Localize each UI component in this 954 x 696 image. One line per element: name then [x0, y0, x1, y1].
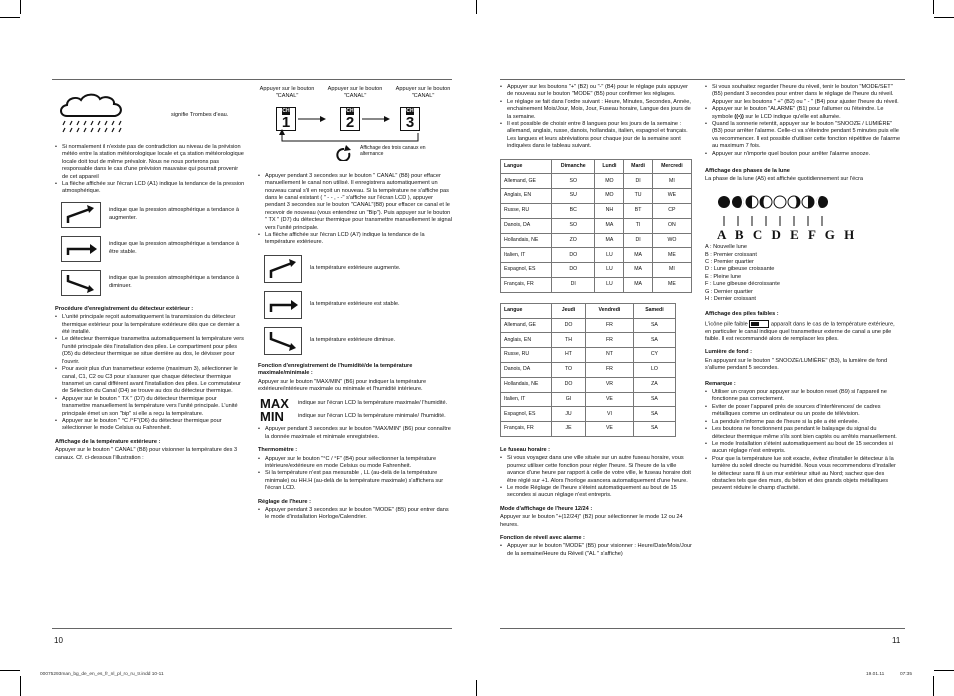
alarm-text-pre: Appuyer sur le bouton "ALARME" (B1) pour l'allumer ou l'éteindre. Le symbole	[712, 106, 884, 120]
table-cell: MA	[624, 278, 652, 293]
alarm-symbol-icon: ((•))	[734, 113, 744, 120]
table-cell: GI	[552, 392, 586, 407]
crop-mark	[934, 17, 954, 18]
arrow-right-icon	[265, 292, 301, 318]
table-cell: JU	[552, 407, 586, 422]
table-cell: Espagnol, ES	[501, 407, 552, 422]
heading-reglage: Réglage de l'heure :	[258, 498, 311, 505]
table-cell: DI	[624, 233, 652, 248]
table-cell: BC	[552, 204, 595, 219]
table-cell: Danois, DA	[501, 363, 552, 378]
remarque-bullet: • Pour que la température lue soit exacte, évitez d'installer le détecteur à la lumière du soleil directe ou humidité. Nous vous recommendons d'installer le détecteur sans fil à un mur extérieur situé au Nord; sachez que des obstacles tels que des murs, du béton et des grands objets métalliques peuvent réduire le champ d'activité.	[705, 456, 901, 493]
table-cell: Hollandais, NE	[501, 233, 552, 248]
arrow-down-icon	[265, 328, 301, 354]
crop-mark	[0, 17, 20, 18]
max-text: indique sur l'écran LCD la température maximale/ l'humidité.	[298, 399, 448, 406]
header-rule-left	[52, 79, 452, 80]
right-bullet-1: • Appuyer sur les boutons "+" (B2) ou "-" (B4) pour le réglage puis appuyer de nouveau sur le bouton "MODE" (B5) pour confirmer les réglages.	[500, 84, 692, 99]
heading-fond: Lumière de fond :	[705, 349, 752, 356]
table-cell: CY	[633, 348, 675, 363]
alarm-text-post: sur le LCD indique qu'elle est allumée.	[745, 113, 841, 120]
right-column-a	[500, 84, 692, 561]
table-cell: Italien, IT	[501, 392, 552, 407]
table-cell: MA	[595, 233, 624, 248]
table-cell: WO	[652, 233, 691, 248]
heading-reveil: Fonction de réveil avec alarme :	[500, 535, 585, 542]
reveil-bullet-1: • Appuyer sur le bouton "MODE" (B5) pour visionner : Heure/Date/Mois/Jour de la semaine/Heure du Réveil ("AL " s'affiche)	[500, 543, 692, 558]
para-pressure-arrow: • La flèche affichée sur l'écran LCD (A1) indique la tendance de la pression atmosphérique.	[55, 181, 245, 196]
ch-label-1: CH	[282, 107, 290, 114]
temp-down-box	[264, 327, 302, 355]
arrow-down-icon	[62, 271, 100, 295]
table-cell: SA	[633, 318, 675, 333]
temp-stable-box	[264, 291, 302, 319]
mid-bullet-3: • Appuyer pendant 3 secondes sur le bouton "MAX/MIN" (B6) pour connaître la donnée maximale et minimale enregistrées.	[258, 426, 452, 441]
proc-bullet-4: • Appuyer sur le bouton " TX " (D7) du détecteur thermique pour transmettre manuellement la température vers l'unité principale. L'unité principale émet un son "bip" si elle a reçu la température.	[55, 396, 245, 418]
table-header-cell: Langue	[501, 303, 552, 318]
list-item: E : Pleine lune	[705, 273, 742, 280]
table-cell: MI	[652, 174, 691, 189]
table-cell: VI	[586, 407, 634, 422]
mode-text: Appuyer sur le bouton "+(12/24)" (B2) pour sélectionner le mode 12 ou 24 heures.	[500, 514, 683, 528]
crop-mark	[0, 670, 20, 671]
table-cell: SA	[633, 407, 675, 422]
crop-mark	[20, 676, 21, 696]
table-cell: Allemand, GE	[501, 174, 552, 189]
table-cell: ZA	[633, 377, 675, 392]
arrow-down-text: indique que la pression atmosphérique a tendance à diminuer.	[109, 275, 239, 289]
list-item: B : Premier croissant	[705, 251, 757, 258]
table-cell: ME	[652, 248, 691, 263]
ch-icon-2	[340, 107, 360, 131]
heading-lune: Affichage des phases de la lune	[705, 168, 790, 175]
table-cell: LO	[633, 363, 675, 378]
heading-remarque: Remarque :	[705, 380, 736, 387]
max-icon: MAX	[260, 395, 289, 411]
table-cell: WE	[652, 189, 691, 204]
table-cell: LU	[595, 248, 624, 263]
proc-bullet-5: • Appuyer sur le bouton " °C /°F"(D6) du détecteur thermique pour sélectionner le mode Celsius ou Fahrenheit.	[55, 418, 245, 433]
remarque-bullet: • Le mode Installation s'éteint automatiquement au bout de 15 secondes si aucun réglage n'est entrepris.	[705, 441, 901, 456]
table-cell: Anglais, EN	[501, 189, 552, 204]
table-cell: SA	[633, 422, 675, 437]
table-header-cell: Samedi	[633, 303, 675, 318]
para-forecast: • Si normalement il n'existe pas de contradiction au niveau de la prévision météo entre la station météorologique locale et ça station météorologique locale doit tout de même prévaloir. Nous ne nous porterons pas responsable dans le cas d'une prévision mauvaise qui pourrait provenir de cet appareil	[55, 144, 245, 181]
table-cell: TO	[552, 363, 586, 378]
table-cell: HT	[552, 348, 586, 363]
table-row	[501, 407, 676, 422]
footer-time: 07:35	[900, 672, 913, 677]
heading-mode: Mode d'affichage de l'heure 12/24 :	[500, 505, 593, 512]
proc-bullet-3: • Pour avoir plus d'un transmetteur externe (maximum 3), sélectionner le canal, C1, C2 ou C3 pour s'assurer que chaque détecteur thermique transmet un canal différent avant l'installation des piles. Le commutateur de Sélection du Canal (D4) se trouve au dos du détecteur thermique.	[55, 366, 245, 396]
right-column-b	[705, 84, 901, 496]
piles-text-post: apparaît dans le cas de la température extérieure, en particulier le canal indique quel transmetteur externe de canal a une pile faible. Il est recommandé alors de remplacer les piles.	[705, 321, 895, 343]
heading-procedure: Procédure d'enregistrement du détecteur extérieur :	[55, 305, 194, 312]
heading-piles: Affichage des piles faibles :	[705, 311, 779, 318]
table-cell: DI	[552, 278, 595, 293]
table-row	[501, 318, 676, 333]
table-row	[501, 248, 692, 263]
table-header-cell: Langue	[501, 159, 552, 174]
table-cell: TH	[552, 333, 586, 348]
table-row	[501, 233, 692, 248]
list-item: D : Lune gibeuse croissante	[705, 266, 775, 273]
temp-up-box	[264, 255, 302, 283]
table-row	[501, 377, 676, 392]
alarm-bullet-2	[705, 106, 901, 121]
table-cell: VE	[586, 422, 634, 437]
ch-label-3: CH	[406, 107, 414, 114]
fuseau-bullet-1: • Si vous voyagez dans une ville située sur un autre fuseau horaire, vous pourrez utiliser cette fonction pour régler l'heure. Si l'heure de la ville avance d'une heure par rapport à celle de votre ville, le fuseau horaire doit être réglé sur +1. Alors l'horloge avancera automatiquement d'une heure.	[500, 455, 692, 485]
footer-file-name: 00075293man_bg_de_en_es_fr_nl_pl_ro_ru_tr.indd 10-11	[40, 672, 164, 677]
table-cell: NH	[595, 204, 624, 219]
table-cell: BT	[624, 204, 652, 219]
table-cell: MI	[652, 263, 691, 278]
table-cell: SO	[552, 174, 595, 189]
heading-maxmin: Fonction d'enregistrement de l'humidité/de la température maximale/minimale :	[258, 362, 413, 377]
ch-icon-3	[400, 107, 420, 131]
crop-mark	[934, 670, 954, 671]
table-cell: Danois, DA	[501, 218, 552, 233]
table-cell: SA	[633, 392, 675, 407]
middle-column	[258, 86, 452, 525]
page-number-right: 11	[892, 636, 901, 645]
ch-number-3: 3	[405, 114, 415, 132]
min-icon: MIN	[260, 408, 284, 424]
list-item: C : Premier quartier	[705, 258, 754, 265]
table-header-cell: Mercredi	[652, 159, 691, 174]
table-cell: DO	[552, 263, 595, 278]
left-column	[55, 90, 245, 465]
table-cell: DI	[624, 174, 652, 189]
table-cell: FR	[586, 333, 634, 348]
proc-bullet-2: • Le détecteur thermique transmettra automatiquement la température vers l'unité principale dès l'installation des piles. Le compartiment pour piles (D5) du détecteur thermique se situe derrière au dos, le dévisser pour l'ouvrir.	[55, 336, 245, 366]
ch-icon-1	[276, 107, 296, 131]
table-row	[501, 174, 692, 189]
remarque-bullet: • La pendule n'informe pas de l'heure si la pile a été enlevée.	[705, 419, 901, 426]
table-cell: Espagnol, ES	[501, 263, 552, 278]
table-row	[501, 333, 676, 348]
crop-mark	[933, 0, 934, 14]
table-cell: Hollandais, NE	[501, 377, 552, 392]
header-rule-right	[500, 79, 905, 80]
remarque-bullet: • Les boutons ne fonctionnent pas pendant le balayage du signal du détecteur thermique même s'ils sont bien captés ou arrêtés manuellement.	[705, 426, 901, 441]
table-cell: Allemand, GE	[501, 318, 552, 333]
affichage-text: Appuyer sur le bouton " CANAL" (B8) pour visionner la température des 3 canaux. Cf. ci-dessous l'illustration :	[55, 447, 238, 461]
cloud-caption: signifie Trombes d'eau.	[171, 112, 229, 118]
table-cell: VE	[586, 392, 634, 407]
remarque-bullet: • Eviter de poser l'appareil près de sources d'interférences/ de cadres métalliques comme un ordinateur ou un poste de télévision.	[705, 404, 901, 419]
list-item: H : Dernier croissant	[705, 295, 756, 302]
footer-rule-left	[52, 628, 452, 629]
table-cell: Italien, IT	[501, 248, 552, 263]
table-cell: Russe, RU	[501, 204, 552, 219]
arrow-down-box	[61, 270, 101, 296]
list-item: A : Nouvelle lune	[705, 244, 747, 251]
table-row	[501, 422, 676, 437]
ch-caption-2: Appuyer sur le bouton "CANAL"	[327, 86, 383, 100]
table-cell: Russe, RU	[501, 348, 552, 363]
table-cell: JE	[552, 422, 586, 437]
table-cell: MA	[624, 263, 652, 278]
mid-bullet-2: • La flèche affichée sur l'écran LCD (A7) indique la tendance de la température extérieure.	[258, 232, 452, 247]
remarque-bullet: • Utiliser un crayon pour appuyer sur le bouton reset (B9) si l'appareil ne fonctionne pas correctement.	[705, 389, 901, 404]
table-row	[501, 278, 692, 293]
ch-caption-1: Appuyer sur le bouton "CANAL"	[259, 86, 315, 100]
table-cell: TI	[624, 218, 652, 233]
arrow-up-text: indique que la pression atmosphérique a tendance à augmenter.	[109, 207, 239, 221]
footer-date: 19.01.11	[866, 672, 885, 677]
piles-text	[705, 320, 901, 344]
crop-mark	[476, 680, 477, 696]
alternance-caption: Affichage des trois canaux en alternance	[360, 144, 426, 158]
table-header-cell: Dimanche	[552, 159, 595, 174]
table-cell: DO	[552, 377, 586, 392]
table-cell: DO	[552, 318, 586, 333]
table-header-cell: Vendredi	[586, 303, 634, 318]
alarm-bullet-3: • Quand la sonnerie retentit, appuyer sur le bouton "SNOOZE / LUMIÈRE" (B3) pour arrêter l'alarme. Celle-ci va s'éteindre pendant 5 minutes puis elle va recommencer. Il est possible d'utiliser cette fonction répétitive de l'alarme au maximum 7 fois.	[705, 121, 901, 151]
crop-mark	[476, 0, 477, 14]
table-row	[501, 348, 676, 363]
arrow-stable-box	[61, 236, 101, 262]
moon-phase-diagram	[717, 192, 901, 242]
crop-mark	[933, 676, 934, 696]
storm-cloud-icon	[55, 90, 129, 136]
heading-thermometre: Thermomètre :	[258, 447, 298, 454]
alarm-bullet-4: • Appuyer sur n'importe quel bouton pour arrêter l'alarme snooze.	[705, 151, 901, 158]
fuseau-bullet-2: • Le mode Réglage de l'heure s'éteint automatiquement au bout de 15 secondes si aucun réglage n'est entrepris.	[500, 485, 692, 500]
table-cell: SO	[552, 218, 595, 233]
table-cell: ZO	[552, 233, 595, 248]
table-header-cell: Lundi	[595, 159, 624, 174]
temp-stable-text: la température extérieure est stable.	[310, 301, 400, 308]
list-item: F : Lune gibeuse décroissante	[705, 281, 780, 288]
table-cell: ME	[652, 278, 691, 293]
moon-phases-icon	[717, 192, 837, 212]
right-bullet-3: • Il est possible de choisir entre 8 langues pour les jours de la semaine : allemand, anglais, russe, danois, hollandais, italien, espagnol et français. Les langues et leurs abréviations pour chaque jour de la semaine sont indiquées dans le tableau suivant.	[500, 121, 692, 151]
arrow-up-box	[61, 202, 101, 228]
list-item: G : Dernier quartier	[705, 288, 753, 295]
thermo-bullet-1: • Appuyer sur le bouton "°C / °F" (B4) pour sélectionner la température intérieure/extérieure en mode Celsius ou mode Fahrenheit.	[258, 456, 452, 471]
table-header-row	[501, 159, 692, 174]
heading-fuseau: Le fuseau horaire :	[500, 447, 551, 453]
table-cell: Français, FR	[501, 422, 552, 437]
table-header-cell: Jeudi	[552, 303, 586, 318]
ch-caption-3: Appuyer sur le bouton "CANAL"	[395, 86, 451, 100]
table-row	[501, 189, 692, 204]
ch-number-1: 1	[281, 114, 291, 132]
table-cell: CP	[652, 204, 691, 219]
thermo-bullet-2: • Si la température n'est pas mesurable , LL (au-delà de la température minimale) ou HH.H (au-delà de la température maximale) s'affichera sur l'écran LCD.	[258, 470, 452, 492]
table-cell: SA	[633, 333, 675, 348]
arrow-up-icon	[62, 203, 100, 227]
low-battery-icon	[749, 320, 769, 328]
table-row	[501, 263, 692, 278]
lune-text: La phase de la lune (A5) est affichée quotidiennement sur l'écra	[705, 176, 864, 183]
footer-rule-right	[500, 628, 905, 629]
table-row	[501, 218, 692, 233]
table-row	[501, 392, 676, 407]
table-header-cell: Mardi	[624, 159, 652, 174]
maxmin-text: Appuyer sur le bouton "MAX/MIN" (B6) pour indiquer la température extérieure/intérieure maximale ou minimale et l'humidité intérieure.	[258, 378, 427, 393]
proc-bullet-1: • L'unité principale reçoit automatiquement la transmission du détecteur thermique extérieur pour la température extérieure dès que ce dernier a été installé.	[55, 314, 245, 336]
temp-up-text: la température extérieure augmente.	[310, 265, 401, 272]
arrow-right-icon	[62, 237, 100, 261]
table-cell: MA	[595, 218, 624, 233]
right-bullet-2: • Le réglage se fait dans l'ordre suivant : Heure, Minutes, Secondes, Année, enchainement Mois/Jour, Mois, Jour, Fuseau horaire, Langue des jours de la semaine.	[500, 99, 692, 121]
table-header-row	[501, 303, 676, 318]
heading-affichage: Affichage de la température extérieure :	[55, 438, 161, 445]
reglage-bullet-1: • Appuyer pendant 3 secondes sur le bouton "MODE" (B5) pour entrer dans le mode d'installation Horloge/Calendrier.	[258, 507, 452, 522]
table-row	[501, 204, 692, 219]
table-cell: ON	[652, 218, 691, 233]
table-row	[501, 363, 676, 378]
ch-label-2: CH	[346, 107, 354, 114]
table-cell: MA	[624, 248, 652, 263]
table-cell: TU	[624, 189, 652, 204]
ch-number-2: 2	[345, 114, 355, 132]
table-cell: Français, FR	[501, 278, 552, 293]
table-cell: MO	[595, 189, 624, 204]
temp-down-text: la température extérieure diminue.	[310, 337, 396, 344]
moon-letters: A B C D E F G H	[717, 226, 858, 242]
piles-text-pre: L'icône pile faible	[705, 321, 748, 328]
table-cell: MO	[595, 174, 624, 189]
table-cell: SU	[552, 189, 595, 204]
page-number-left: 10	[54, 636, 63, 645]
table-cell: LU	[595, 263, 624, 278]
arrow-up-icon	[265, 256, 301, 282]
table-cell: NT	[586, 348, 634, 363]
alarm-bullet-1: • Si vous souhaitez regarder l'heure du réveil, tenir le bouton "MODE/SET" (B5) pendant 3 secondes pour entrer dans le réglage de l'heure du réveil. Appuyer sur les boutons " +" (B2) ou " - " (B4) pour ajuster l'heure du réveil.	[705, 84, 901, 106]
moon-pointer-lines	[717, 215, 837, 227]
arrow-stable-text: indique que la pression atmosphérique a tendance à être stable.	[109, 241, 239, 255]
mid-bullet-1: • Appuyer pendant 3 secondes sur le bouton " CANAL" (B8) pour effacer manuellement le canal non utilisé. Il enregistrera automatiquement un nouveau canal s'il en reçoit un nouveau. Si la température ne s'affiche pas dans le canal existant ( " - - , - -" s'affiche sur l'écran LCD ), appuyer pendant 3 secondes sur le bouton "CANAL"(B8) pour effacer ce canal et le recevoir de nouveau (vous entendrez un "Bip"). Puis appuyer sur le bouton " TX " (D7) du détecteur thermique pour transmettre manuellement le signal vers l'unité principale.	[258, 173, 452, 232]
weekday-table-2	[500, 303, 676, 437]
phase-list	[705, 244, 901, 303]
fond-text: En appuyant sur le bouton " SNOOZE/LUMIÈRE" (B3), la lumière de fond s'allume pendant 5 secondes.	[705, 357, 888, 372]
weekday-table-1	[500, 159, 692, 293]
table-cell: VR	[586, 377, 634, 392]
table-cell: Anglais, EN	[501, 333, 552, 348]
crop-mark	[20, 0, 21, 14]
table-cell: FR	[586, 363, 634, 378]
min-text: indique sur l'écran LCD la température minimale/ l'humidité.	[298, 412, 446, 419]
table-cell: LU	[595, 278, 624, 293]
table-cell: FR	[586, 318, 634, 333]
table-cell: DO	[552, 248, 595, 263]
